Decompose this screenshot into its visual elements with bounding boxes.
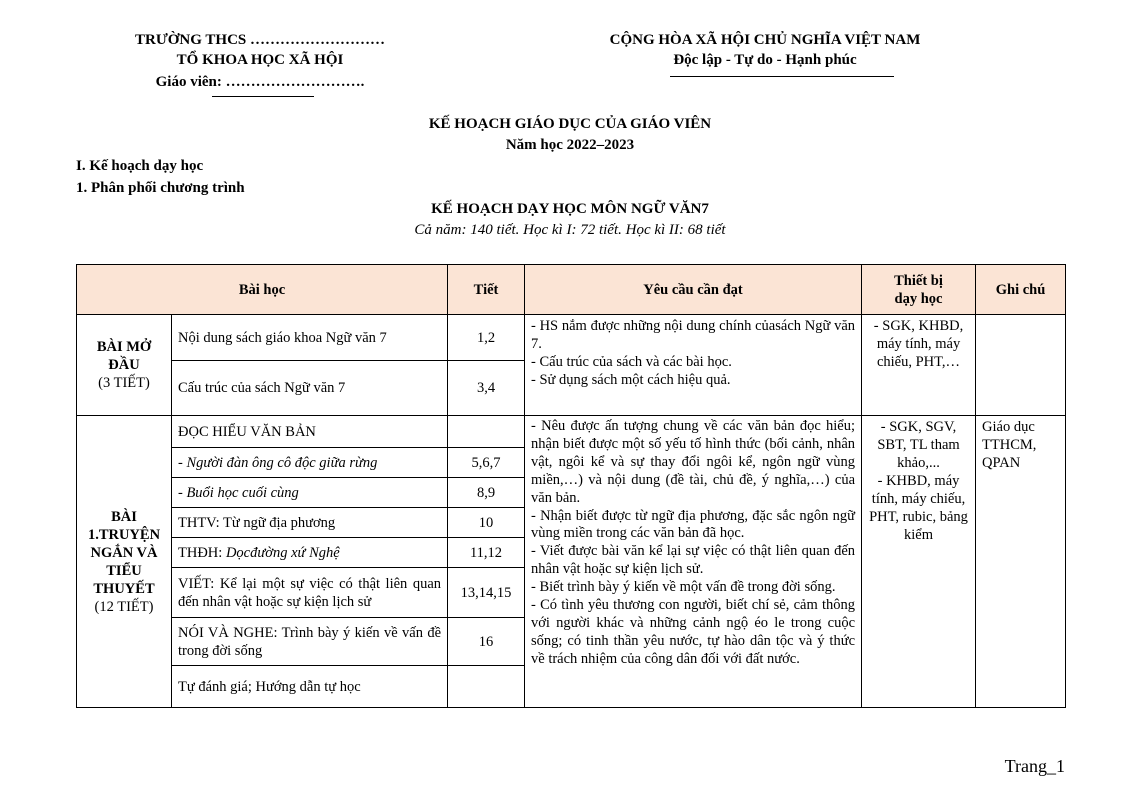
teaching-plan-table xyxy=(76,264,1066,708)
lesson-period: 8,9 xyxy=(448,478,525,508)
national-motto: Độc lập - Tự do - Hạnh phúc xyxy=(673,52,857,68)
subsection-heading: 1. Phân phối chương trình xyxy=(76,180,245,196)
table-row xyxy=(77,315,1066,361)
requirement-cell: - Nêu được ấn tượng chung về các văn bản đọc hiểu; nhận biết được một số yếu tố hình thức (bối cảnh, nhân vật, ngôi kể và sự thay đổi ngôi kể, ngôn ngữ vùng miền,…) và nội dung (đề tài, chủ đề, ý nghĩa,…) của văn bản. - Nhận biết được từ ngữ địa phương, đặc sắc ngôn ngữ vùng miền trong các văn bản đã học. - Viết được bài văn kể lại sự việc có thật liên quan đến nhân vật hoặc sự kiện lịch sử. - Biết trình bày ý kiến về một vấn đề trong đời sống. - Có tình yêu thương con người, biết chí sẻ, cảm thông với người khác và những cảnh ngộ éo le trong cuộc sống; có tinh thần yêu nước, tự hào dân tộc và ý thức về trách nhiệm của công dân đối với đất nước. xyxy=(525,416,862,708)
lesson-topic: NÓI VÀ NGHE: Trình bày ý kiến về vấn đề trong đời sống xyxy=(172,618,448,666)
lesson-topic xyxy=(172,538,448,568)
subject-summary: Cả năm: 140 tiết. Học kì I: 72 tiết. Học kì II: 68 tiết xyxy=(414,222,726,238)
lesson-period: 5,6,7 xyxy=(448,448,525,478)
group-name: BÀI 1.TRUYỆN NGẮN VÀ TIỂU THUYẾT xyxy=(87,508,161,597)
teacher-underline xyxy=(212,96,314,97)
motto-underline xyxy=(670,76,894,77)
national-title: CỘNG HÒA XÃ HỘI CHỦ NGHĨA VIỆT NAM xyxy=(609,32,921,48)
equipment-cell: - SGK, SGV, SBT, TL tham khảo,... - KHBD, máy tính, máy chiếu, PHT, rubic, bảng kiểm xyxy=(862,416,976,708)
equipment-cell: - SGK, KHBD, máy tính, máy chiếu, PHT,… xyxy=(862,315,976,416)
lesson-period: 16 xyxy=(448,618,525,666)
header-requirement: Yêu cầu cần đạt xyxy=(525,265,862,315)
lesson-topic: Nội dung sách giáo khoa Ngữ văn 7 xyxy=(172,315,448,361)
subject-title: KẾ HOẠCH DẠY HỌC MÔN NGỮ VĂN7 xyxy=(431,201,709,217)
table-header-row xyxy=(77,265,1066,315)
note-cell xyxy=(976,315,1066,416)
lesson-period: 3,4 xyxy=(448,361,525,416)
page-number: Trang_1 xyxy=(1004,756,1065,776)
lesson-period: 10 xyxy=(448,508,525,538)
lesson-topic: - Buổi học cuối cùng xyxy=(172,478,448,508)
note-cell: Giáo dục TTHCM, QPAN xyxy=(976,416,1066,708)
section-heading: I. Kế hoạch dạy học xyxy=(76,158,204,174)
lesson-period: 1,2 xyxy=(448,315,525,361)
header-equipment: Thiết bị dạy học xyxy=(862,265,976,315)
header-lesson: Bài học xyxy=(77,265,448,315)
table-row xyxy=(77,416,1066,448)
group-periods: (3 TIẾT) xyxy=(98,375,150,391)
lesson-topic: THTV: Từ ngữ địa phương xyxy=(172,508,448,538)
header-period: Tiết xyxy=(448,265,525,315)
lesson-period xyxy=(448,416,525,448)
school-name: TRƯỜNG THCS ……………………… xyxy=(134,32,386,48)
lesson-period: 13,14,15 xyxy=(448,568,525,618)
lesson-topic-prefix: THĐH: xyxy=(178,544,226,561)
school-year: Năm học 2022–2023 xyxy=(505,137,635,153)
lesson-topic: Tự đánh giá; Hướng dẫn tự học xyxy=(172,666,448,708)
group-cell-lesson1 xyxy=(77,416,172,708)
lesson-topic: Cấu trúc của sách Ngữ văn 7 xyxy=(172,361,448,416)
teacher-name: Giáo viên: ………………………. xyxy=(155,74,365,90)
department-name: TỔ KHOA HỌC XÃ HỘI xyxy=(176,52,344,68)
lesson-topic: - Người đàn ông cô độc giữa rừng xyxy=(172,448,448,478)
lesson-topic-title: Dọcđường xứ Nghệ xyxy=(225,544,340,561)
group-name: BÀI MỞ ĐẦU xyxy=(96,339,152,373)
document-title: KẾ HOẠCH GIÁO DỤC CỦA GIÁO VIÊN xyxy=(428,116,712,132)
lesson-period: 11,12 xyxy=(448,538,525,568)
lesson-period xyxy=(448,666,525,708)
header-note: Ghi chú xyxy=(976,265,1066,315)
group-periods: (12 TIẾT) xyxy=(94,598,154,615)
group-cell-intro xyxy=(77,315,172,416)
lesson-topic: VIẾT: Kể lại một sự việc có thật liên quan đến nhân vật hoặc sự kiện lịch sử xyxy=(172,568,448,618)
requirement-cell: - HS nắm được những nội dung chính củasách Ngữ văn 7. - Cấu trúc của sách và các bài học. - Sử dụng sách một cách hiệu quả. xyxy=(525,315,862,416)
lesson-topic: ĐỌC HIỂU VĂN BẢN xyxy=(172,416,448,448)
